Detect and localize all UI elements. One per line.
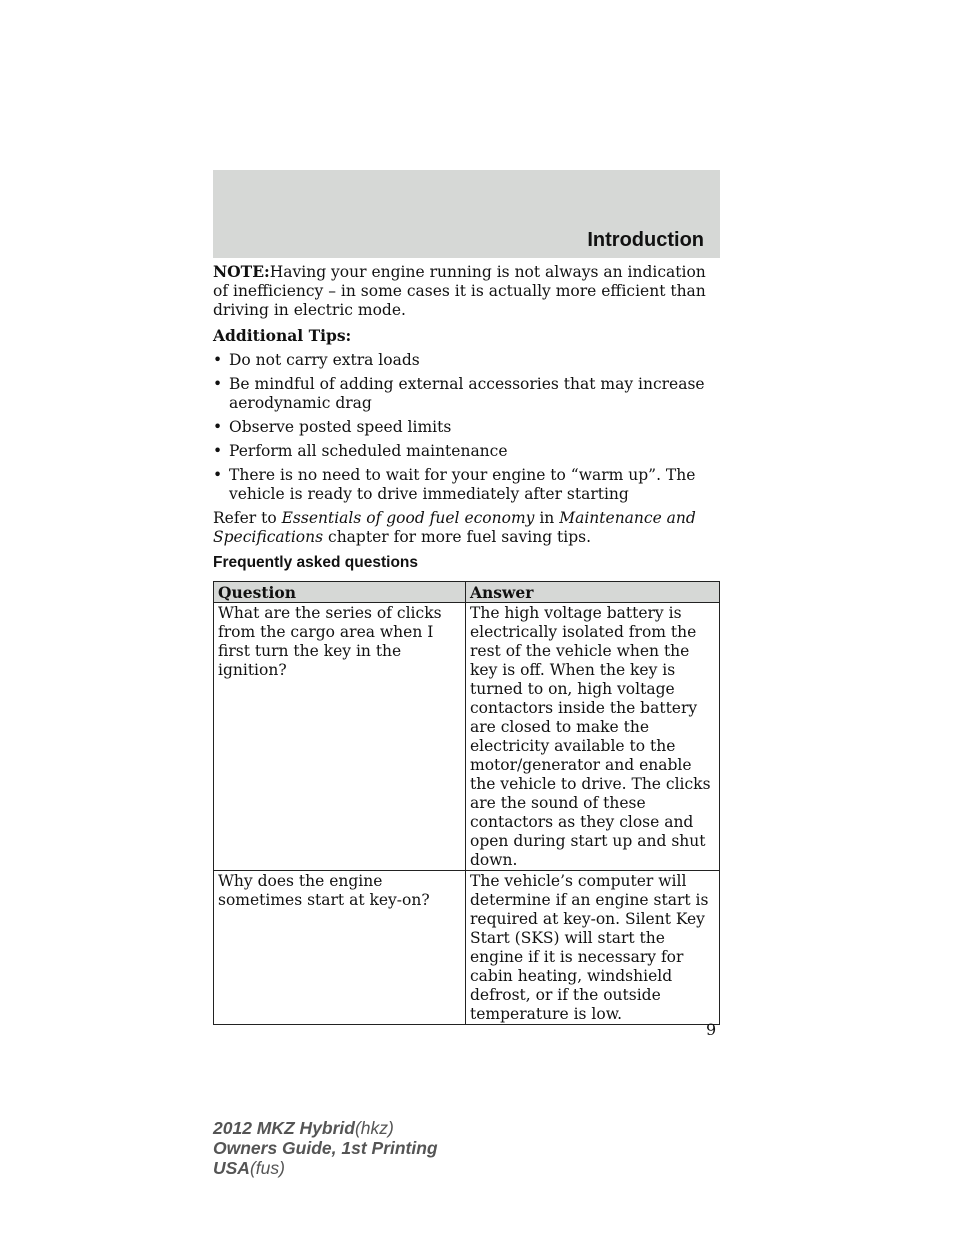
- note-text: Having your engine running is not always an indication of inefficiency – in some cases it is actually more efficient than driving in electric mode.: [213, 263, 706, 319]
- column-header-question: Question: [214, 582, 466, 603]
- bullet-icon: •: [213, 351, 223, 369]
- list-item: [213, 375, 720, 413]
- footer-model-code: (hkz): [354, 1118, 394, 1138]
- list-item: [213, 442, 720, 461]
- list-item-text: Observe posted speed limits: [229, 418, 452, 436]
- section-header-band: [213, 170, 720, 258]
- page-content: [213, 262, 720, 1025]
- faq-table: [213, 581, 720, 1025]
- list-item-text: Be mindful of adding external accessories that may increase aerodynamic drag: [229, 375, 705, 412]
- footer-market-code: (fus): [249, 1158, 285, 1178]
- list-item-text: Do not carry extra loads: [229, 351, 420, 369]
- list-item: [213, 418, 720, 437]
- refer-middle: in: [539, 509, 555, 527]
- table-row: [214, 603, 720, 871]
- list-item-text: There is no need to wait for your engine to “warm up”. The vehicle is ready to drive immediately after starting: [229, 466, 696, 503]
- footer-line-model: [213, 1118, 438, 1138]
- column-header-answer: Answer: [466, 582, 720, 603]
- bullet-icon: •: [213, 442, 223, 460]
- refer-suffix: chapter for more fuel saving tips.: [328, 528, 592, 546]
- question-cell: Why does the engine sometimes start at key-on?: [214, 871, 466, 1025]
- refer-reference-fuel-economy: Essentials of good fuel economy: [281, 509, 535, 527]
- bullet-icon: •: [213, 466, 223, 484]
- answer-cell: The high voltage battery is electrically isolated from the rest of the vehicle when the key is off. When the key is turned to on, high voltage contactors inside the battery are closed to make the electricity available to the motor/generator and enable the vehicle to drive. The clicks are the sound of these contactors as they close and open during start up and shut down.: [466, 603, 720, 871]
- footer-market: USA: [213, 1158, 250, 1178]
- note-label: NOTE:: [213, 262, 270, 281]
- footer: [213, 1118, 438, 1178]
- faq-heading: Frequently asked questions: [213, 554, 418, 571]
- note-paragraph: [213, 262, 720, 320]
- list-item: [213, 351, 720, 370]
- page-number: 9: [706, 1020, 717, 1039]
- footer-model: 2012 MKZ Hybrid: [213, 1118, 355, 1138]
- tips-heading: Additional Tips:: [213, 326, 352, 345]
- refer-prefix: Refer to: [213, 509, 277, 527]
- list-item-text: Perform all scheduled maintenance: [229, 442, 508, 460]
- list-item: [213, 466, 720, 504]
- footer-line-market: [213, 1158, 438, 1178]
- bullet-icon: •: [213, 375, 223, 393]
- section-title: Introduction: [587, 229, 704, 251]
- question-cell: What are the series of clicks from the cargo area when I first turn the key in the ignition?: [214, 603, 466, 871]
- table-row: [214, 871, 720, 1025]
- answer-cell: The vehicle’s computer will determine if an engine start is required at key-on. Silent Key Start (SKS) will start the engine if it is necessary for cabin heating, windshield defrost, or if the outside temperature is low.: [466, 871, 720, 1025]
- footer-guide: Owners Guide, 1st Printing: [213, 1138, 438, 1158]
- bullet-icon: •: [213, 418, 223, 436]
- tips-list: [213, 351, 720, 504]
- refer-reference-maintenance: Maintenance and Specifications: [213, 509, 696, 546]
- table-header-row: [214, 582, 720, 603]
- refer-paragraph: [213, 509, 720, 547]
